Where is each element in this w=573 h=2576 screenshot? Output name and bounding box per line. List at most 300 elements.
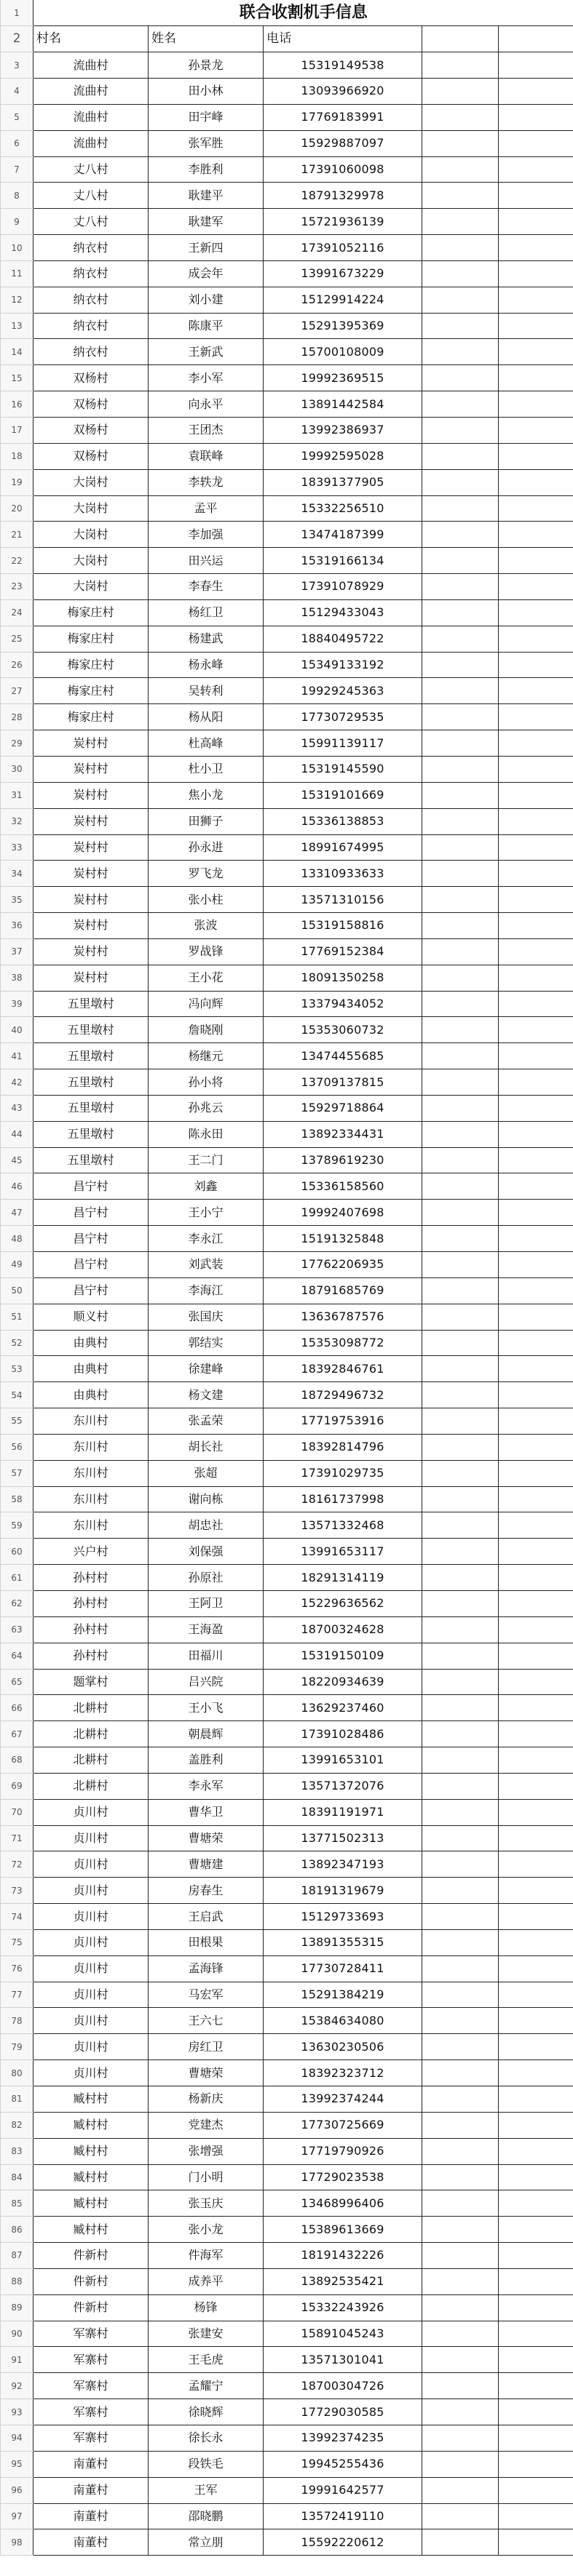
row-number[interactable]: 87	[1, 2243, 33, 2269]
row-number[interactable]: 80	[1, 2060, 33, 2086]
empty-cell[interactable]	[499, 2321, 573, 2347]
row-number[interactable]: 92	[1, 2373, 33, 2399]
empty-cell[interactable]	[499, 1304, 573, 1330]
name-cell[interactable]: 曹塘荣	[149, 1825, 264, 1851]
village-cell[interactable]: 东川村	[33, 1434, 149, 1460]
name-cell[interactable]: 张建安	[149, 2321, 264, 2347]
row-number[interactable]: 86	[1, 2217, 33, 2243]
row-number[interactable]: 58	[1, 1486, 33, 1512]
empty-cell[interactable]	[422, 2373, 499, 2399]
row-number[interactable]: 32	[1, 808, 33, 834]
empty-cell[interactable]	[499, 1043, 573, 1069]
row-number[interactable]: 54	[1, 1382, 33, 1408]
phone-cell[interactable]: 17719790926	[264, 2138, 422, 2164]
empty-cell[interactable]	[422, 548, 499, 574]
phone-cell[interactable]: 13310933633	[264, 861, 422, 887]
row-number[interactable]: 13	[1, 313, 33, 339]
row-number[interactable]: 23	[1, 574, 33, 600]
empty-cell[interactable]	[499, 183, 573, 209]
empty-cell[interactable]	[499, 2243, 573, 2269]
village-cell[interactable]: 炭村村	[33, 782, 149, 808]
empty-cell[interactable]	[499, 2529, 573, 2556]
phone-cell[interactable]: 18191432226	[264, 2243, 422, 2269]
row-number[interactable]: 48	[1, 1226, 33, 1252]
empty-cell[interactable]	[422, 991, 499, 1017]
empty-cell[interactable]	[499, 1799, 573, 1825]
empty-cell[interactable]	[422, 1539, 499, 1565]
phone-cell[interactable]: 18840495722	[264, 626, 422, 652]
row-number[interactable]: 74	[1, 1904, 33, 1930]
village-cell[interactable]: 梅家庄村	[33, 652, 149, 678]
village-cell[interactable]: 五里墩村	[33, 1069, 149, 1096]
village-cell[interactable]: 五里墩村	[33, 1043, 149, 1069]
phone-cell[interactable]: 17391029735	[264, 1460, 422, 1486]
row-number[interactable]: 59	[1, 1512, 33, 1539]
village-cell[interactable]: 纳衣村	[33, 235, 149, 261]
village-cell[interactable]: 臧村村	[33, 2138, 149, 2164]
phone-cell[interactable]: 18700304726	[264, 2373, 422, 2399]
row-number[interactable]: 21	[1, 522, 33, 548]
name-cell[interactable]: 郭结实	[149, 1330, 264, 1356]
row-number[interactable]: 83	[1, 2138, 33, 2164]
village-cell[interactable]: 大岗村	[33, 548, 149, 574]
empty-cell[interactable]	[422, 1955, 499, 1982]
empty-cell[interactable]	[499, 2086, 573, 2113]
empty-cell[interactable]	[422, 104, 499, 130]
row-number[interactable]: 81	[1, 2086, 33, 2113]
empty-cell[interactable]	[422, 1982, 499, 2008]
phone-cell[interactable]: 13789619230	[264, 1147, 422, 1173]
village-cell[interactable]: 由典村	[33, 1330, 149, 1356]
row-number[interactable]: 70	[1, 1799, 33, 1825]
village-cell[interactable]: 军寨村	[33, 2399, 149, 2425]
village-cell[interactable]: 大岗村	[33, 574, 149, 600]
empty-cell[interactable]	[422, 2347, 499, 2373]
name-cell[interactable]: 刘鑫	[149, 1173, 264, 1200]
name-cell[interactable]: 成会年	[149, 260, 264, 287]
name-cell[interactable]: 王新四	[149, 235, 264, 261]
village-cell[interactable]: 昌宁村	[33, 1226, 149, 1252]
row-number[interactable]: 75	[1, 1929, 33, 1955]
name-cell[interactable]: 张军胜	[149, 130, 264, 156]
name-cell[interactable]: 王小花	[149, 965, 264, 991]
row-number[interactable]: 55	[1, 1408, 33, 1435]
empty-cell[interactable]	[499, 2034, 573, 2060]
name-cell[interactable]: 曹华卫	[149, 1799, 264, 1825]
village-cell[interactable]: 贞川村	[33, 2060, 149, 2086]
empty-cell[interactable]	[422, 1643, 499, 1669]
phone-cell[interactable]: 17729030585	[264, 2399, 422, 2425]
empty-cell[interactable]	[422, 2217, 499, 2243]
row-number[interactable]: 12	[1, 287, 33, 313]
phone-cell[interactable]: 15700108009	[264, 339, 422, 365]
village-cell[interactable]: 件新村	[33, 2294, 149, 2321]
empty-cell[interactable]	[499, 1929, 573, 1955]
phone-cell[interactable]: 13992374235	[264, 2425, 422, 2451]
empty-cell[interactable]	[422, 1695, 499, 1721]
row-number[interactable]: 8	[1, 183, 33, 209]
phone-cell[interactable]: 13474455685	[264, 1043, 422, 1069]
row-number[interactable]: 44	[1, 1121, 33, 1147]
name-cell[interactable]: 吴转利	[149, 678, 264, 704]
empty-cell[interactable]	[422, 1904, 499, 1930]
empty-cell[interactable]	[499, 1095, 573, 1121]
name-cell[interactable]: 王毛虎	[149, 2347, 264, 2373]
name-cell[interactable]: 盖胜利	[149, 1747, 264, 1774]
empty-cell[interactable]	[422, 1043, 499, 1069]
empty-cell[interactable]	[499, 1277, 573, 1304]
empty-cell[interactable]	[499, 834, 573, 861]
name-cell[interactable]: 田兴运	[149, 548, 264, 574]
empty-cell[interactable]	[499, 1512, 573, 1539]
empty-cell[interactable]	[422, 2451, 499, 2477]
village-cell[interactable]: 炭村村	[33, 913, 149, 939]
empty-cell[interactable]	[499, 443, 573, 469]
village-cell[interactable]: 件新村	[33, 2268, 149, 2294]
phone-cell[interactable]: 13630230506	[264, 2034, 422, 2060]
village-cell[interactable]: 丈八村	[33, 183, 149, 209]
phone-cell[interactable]: 15129914224	[264, 287, 422, 313]
village-cell[interactable]: 臧村村	[33, 2164, 149, 2190]
empty-cell[interactable]	[422, 861, 499, 887]
name-cell[interactable]: 孟耀宁	[149, 2373, 264, 2399]
phone-cell[interactable]: 15129733693	[264, 1904, 422, 1930]
name-cell[interactable]: 张国庆	[149, 1304, 264, 1330]
phone-cell[interactable]: 18392814796	[264, 1434, 422, 1460]
village-cell[interactable]: 流曲村	[33, 79, 149, 105]
row-number[interactable]: 95	[1, 2451, 33, 2477]
village-cell[interactable]: 贞川村	[33, 1799, 149, 1825]
row-number[interactable]: 51	[1, 1304, 33, 1330]
phone-cell[interactable]: 18091350258	[264, 965, 422, 991]
phone-cell[interactable]: 17730728411	[264, 1955, 422, 1982]
village-cell[interactable]: 贞川村	[33, 1851, 149, 1878]
empty-cell[interactable]	[499, 1773, 573, 1799]
name-cell[interactable]: 杜高峰	[149, 730, 264, 757]
empty-cell[interactable]	[499, 1878, 573, 1904]
empty-cell[interactable]	[422, 2060, 499, 2086]
empty-cell[interactable]	[422, 130, 499, 156]
phone-cell[interactable]: 19929245363	[264, 678, 422, 704]
empty-cell[interactable]	[422, 1356, 499, 1382]
row-number[interactable]: 1	[1, 0, 33, 26]
empty-cell[interactable]	[499, 938, 573, 965]
village-cell[interactable]: 东川村	[33, 1408, 149, 1435]
empty-cell[interactable]	[422, 913, 499, 939]
empty-cell[interactable]	[422, 808, 499, 834]
name-cell[interactable]: 邵晓鹏	[149, 2503, 264, 2529]
phone-cell[interactable]: 15291384219	[264, 1982, 422, 2008]
row-number[interactable]: 79	[1, 2034, 33, 2060]
empty-cell[interactable]	[422, 1851, 499, 1878]
empty-cell[interactable]	[499, 1017, 573, 1043]
empty-cell[interactable]	[422, 339, 499, 365]
phone-cell[interactable]: 15389613669	[264, 2217, 422, 2243]
empty-cell[interactable]	[422, 391, 499, 418]
name-cell[interactable]: 李海江	[149, 1277, 264, 1304]
empty-cell[interactable]	[499, 2060, 573, 2086]
empty-cell[interactable]	[422, 313, 499, 339]
name-cell[interactable]: 李小军	[149, 365, 264, 391]
empty-cell[interactable]	[422, 626, 499, 652]
phone-cell[interactable]: 17762206935	[264, 1252, 422, 1278]
name-cell[interactable]: 耿建军	[149, 209, 264, 235]
phone-cell[interactable]: 17391078929	[264, 574, 422, 600]
village-cell[interactable]: 南董村	[33, 2477, 149, 2503]
village-cell[interactable]: 军寨村	[33, 2347, 149, 2373]
name-cell[interactable]: 张波	[149, 913, 264, 939]
village-cell[interactable]: 孙村村	[33, 1590, 149, 1616]
empty-cell[interactable]	[422, 704, 499, 730]
village-cell[interactable]: 贞川村	[33, 1982, 149, 2008]
row-number[interactable]: 88	[1, 2268, 33, 2294]
name-cell[interactable]: 王军	[149, 2477, 264, 2503]
phone-cell[interactable]: 19991642577	[264, 2477, 422, 2503]
empty-cell[interactable]	[422, 1590, 499, 1616]
empty-cell[interactable]	[422, 235, 499, 261]
row-number[interactable]: 26	[1, 652, 33, 678]
empty-cell[interactable]	[499, 1616, 573, 1643]
empty-cell[interactable]	[499, 1382, 573, 1408]
name-cell[interactable]: 王启武	[149, 1904, 264, 1930]
empty-cell[interactable]	[499, 2268, 573, 2294]
row-number[interactable]: 24	[1, 599, 33, 626]
row-number[interactable]: 77	[1, 1982, 33, 2008]
empty-cell[interactable]	[499, 391, 573, 418]
phone-cell[interactable]: 17769183991	[264, 104, 422, 130]
row-number[interactable]: 27	[1, 678, 33, 704]
row-number[interactable]: 97	[1, 2503, 33, 2529]
name-cell[interactable]: 常立朋	[149, 2529, 264, 2556]
village-cell[interactable]: 东川村	[33, 1486, 149, 1512]
empty-cell[interactable]	[499, 2373, 573, 2399]
phone-cell[interactable]: 15353098772	[264, 1330, 422, 1356]
village-cell[interactable]: 臧村村	[33, 2190, 149, 2217]
name-cell[interactable]: 件海军	[149, 2243, 264, 2269]
row-number[interactable]: 2	[1, 26, 33, 52]
empty-cell[interactable]	[422, 2529, 499, 2556]
name-cell[interactable]: 徐建峰	[149, 1356, 264, 1382]
phone-cell[interactable]: 15332243926	[264, 2294, 422, 2321]
phone-cell[interactable]: 13468996406	[264, 2190, 422, 2217]
name-cell[interactable]: 曹塘建	[149, 1851, 264, 1878]
name-cell[interactable]: 杨新庆	[149, 2086, 264, 2113]
empty-cell[interactable]	[422, 2243, 499, 2269]
name-cell[interactable]: 杨从阳	[149, 704, 264, 730]
empty-cell[interactable]	[422, 2294, 499, 2321]
phone-cell[interactable]: 15229636562	[264, 1590, 422, 1616]
empty-cell[interactable]	[499, 2451, 573, 2477]
village-cell[interactable]: 炭村村	[33, 938, 149, 965]
empty-cell[interactable]	[422, 1173, 499, 1200]
empty-cell[interactable]	[422, 1252, 499, 1278]
empty-cell[interactable]	[499, 522, 573, 548]
phone-cell[interactable]: 19992407698	[264, 1200, 422, 1226]
phone-cell[interactable]: 17719753916	[264, 1408, 422, 1435]
village-cell[interactable]: 流曲村	[33, 52, 149, 79]
village-cell[interactable]: 丈八村	[33, 156, 149, 183]
phone-cell[interactable]: 13771502313	[264, 1825, 422, 1851]
empty-cell[interactable]	[422, 1799, 499, 1825]
empty-cell[interactable]	[499, 1226, 573, 1252]
empty-cell[interactable]	[499, 1330, 573, 1356]
row-number[interactable]: 78	[1, 2008, 33, 2034]
phone-cell[interactable]: 18220934639	[264, 1669, 422, 1695]
name-cell[interactable]: 田宇峰	[149, 104, 264, 130]
phone-cell[interactable]: 15336138853	[264, 808, 422, 834]
empty-cell[interactable]	[422, 1669, 499, 1695]
empty-cell[interactable]	[499, 1460, 573, 1486]
village-cell[interactable]: 南董村	[33, 2529, 149, 2556]
name-cell[interactable]: 门小明	[149, 2164, 264, 2190]
row-number[interactable]: 17	[1, 418, 33, 444]
village-cell[interactable]: 双杨村	[33, 365, 149, 391]
row-number[interactable]: 11	[1, 260, 33, 287]
empty-cell[interactable]	[499, 1486, 573, 1512]
empty-cell[interactable]	[499, 599, 573, 626]
village-cell[interactable]: 孙村村	[33, 1565, 149, 1591]
empty-cell[interactable]	[422, 2321, 499, 2347]
village-cell[interactable]: 纳衣村	[33, 287, 149, 313]
empty-cell[interactable]	[499, 260, 573, 287]
name-cell[interactable]: 孟平	[149, 495, 264, 522]
empty-cell[interactable]	[422, 2399, 499, 2425]
phone-cell[interactable]: 15929887097	[264, 130, 422, 156]
phone-cell[interactable]: 15319158816	[264, 913, 422, 939]
empty-cell[interactable]	[499, 2190, 573, 2217]
empty-cell[interactable]	[422, 1069, 499, 1096]
phone-cell[interactable]: 15891045243	[264, 2321, 422, 2347]
phone-cell[interactable]: 15191325848	[264, 1226, 422, 1252]
phone-cell[interactable]: 18700324628	[264, 1616, 422, 1643]
phone-cell[interactable]: 13891355315	[264, 1929, 422, 1955]
village-cell[interactable]: 梅家庄村	[33, 678, 149, 704]
village-cell[interactable]: 由典村	[33, 1356, 149, 1382]
row-number[interactable]: 56	[1, 1434, 33, 1460]
empty-cell[interactable]	[499, 678, 573, 704]
empty-cell[interactable]	[422, 834, 499, 861]
village-cell[interactable]: 孙村村	[33, 1643, 149, 1669]
empty-cell[interactable]	[499, 756, 573, 782]
phone-cell[interactable]: 15319101669	[264, 782, 422, 808]
phone-cell[interactable]: 15991139117	[264, 730, 422, 757]
row-number[interactable]: 85	[1, 2190, 33, 2217]
name-cell[interactable]: 孙小将	[149, 1069, 264, 1096]
phone-cell[interactable]: 17730729535	[264, 704, 422, 730]
empty-cell[interactable]	[499, 2477, 573, 2503]
name-cell[interactable]: 刘保强	[149, 1539, 264, 1565]
row-number[interactable]: 22	[1, 548, 33, 574]
empty-cell[interactable]	[499, 130, 573, 156]
empty-cell[interactable]	[499, 1147, 573, 1173]
phone-cell[interactable]: 15319145590	[264, 756, 422, 782]
empty-cell[interactable]	[422, 1277, 499, 1304]
name-cell[interactable]: 王团杰	[149, 418, 264, 444]
name-cell[interactable]: 朝晨辉	[149, 1721, 264, 1747]
row-number[interactable]: 69	[1, 1773, 33, 1799]
row-number[interactable]: 52	[1, 1330, 33, 1356]
phone-cell[interactable]: 13572419110	[264, 2503, 422, 2529]
phone-cell[interactable]: 18392846761	[264, 1356, 422, 1382]
empty-cell[interactable]	[499, 1590, 573, 1616]
village-cell[interactable]: 件新村	[33, 2243, 149, 2269]
row-number[interactable]: 36	[1, 913, 33, 939]
village-cell[interactable]: 五里墩村	[33, 1121, 149, 1147]
name-cell[interactable]: 房红卫	[149, 2034, 264, 2060]
phone-cell[interactable]: 18392323712	[264, 2060, 422, 2086]
row-number[interactable]: 82	[1, 2112, 33, 2138]
phone-cell[interactable]: 13571301041	[264, 2347, 422, 2373]
empty-cell[interactable]	[499, 704, 573, 730]
empty-cell[interactable]	[422, 1200, 499, 1226]
empty-cell[interactable]	[422, 965, 499, 991]
empty-cell[interactable]	[422, 1721, 499, 1747]
empty-cell[interactable]	[499, 626, 573, 652]
village-cell[interactable]: 双杨村	[33, 443, 149, 469]
row-number[interactable]: 34	[1, 861, 33, 887]
phone-cell[interactable]: 13892535421	[264, 2268, 422, 2294]
empty-cell[interactable]	[499, 730, 573, 757]
empty-cell[interactable]	[422, 2008, 499, 2034]
village-cell[interactable]: 五里墩村	[33, 991, 149, 1017]
name-cell[interactable]: 罗飞龙	[149, 861, 264, 887]
phone-cell[interactable]: 19992369515	[264, 365, 422, 391]
name-cell[interactable]: 李胜利	[149, 156, 264, 183]
row-number[interactable]: 9	[1, 209, 33, 235]
empty-cell[interactable]	[499, 1955, 573, 1982]
empty-cell[interactable]	[499, 782, 573, 808]
name-cell[interactable]: 詹晓刚	[149, 1017, 264, 1043]
name-cell[interactable]: 田根果	[149, 1929, 264, 1955]
phone-cell[interactable]: 17391028486	[264, 1721, 422, 1747]
village-cell[interactable]: 昌宁村	[33, 1200, 149, 1226]
village-cell[interactable]: 贞川村	[33, 1955, 149, 1982]
empty-cell[interactable]	[422, 260, 499, 287]
empty-cell[interactable]	[499, 104, 573, 130]
empty-cell[interactable]	[499, 287, 573, 313]
empty-cell[interactable]	[422, 730, 499, 757]
row-number[interactable]: 14	[1, 339, 33, 365]
village-cell[interactable]: 贞川村	[33, 1929, 149, 1955]
empty-cell[interactable]	[422, 1512, 499, 1539]
row-number[interactable]: 60	[1, 1539, 33, 1565]
empty-cell[interactable]	[499, 2138, 573, 2164]
row-number[interactable]: 41	[1, 1043, 33, 1069]
village-cell[interactable]: 梅家庄村	[33, 704, 149, 730]
name-cell[interactable]: 杜小卫	[149, 756, 264, 782]
name-cell[interactable]: 胡长社	[149, 1434, 264, 1460]
phone-cell[interactable]: 13709137815	[264, 1069, 422, 1096]
name-cell[interactable]: 向永平	[149, 391, 264, 418]
village-cell[interactable]: 贞川村	[33, 1878, 149, 1904]
row-number[interactable]: 50	[1, 1277, 33, 1304]
name-cell[interactable]: 段铁毛	[149, 2451, 264, 2477]
village-cell[interactable]: 大岗村	[33, 469, 149, 495]
empty-cell[interactable]	[422, 1434, 499, 1460]
empty-cell[interactable]	[422, 443, 499, 469]
empty-cell[interactable]	[499, 2425, 573, 2451]
empty-cell[interactable]	[422, 2425, 499, 2451]
row-number[interactable]: 30	[1, 756, 33, 782]
empty-cell[interactable]	[499, 652, 573, 678]
row-number[interactable]: 96	[1, 2477, 33, 2503]
row-number[interactable]: 5	[1, 104, 33, 130]
empty-cell[interactable]	[499, 548, 573, 574]
empty-cell[interactable]	[499, 1565, 573, 1591]
empty-cell[interactable]	[499, 1200, 573, 1226]
village-cell[interactable]: 梅家庄村	[33, 599, 149, 626]
village-cell[interactable]: 炭村村	[33, 965, 149, 991]
